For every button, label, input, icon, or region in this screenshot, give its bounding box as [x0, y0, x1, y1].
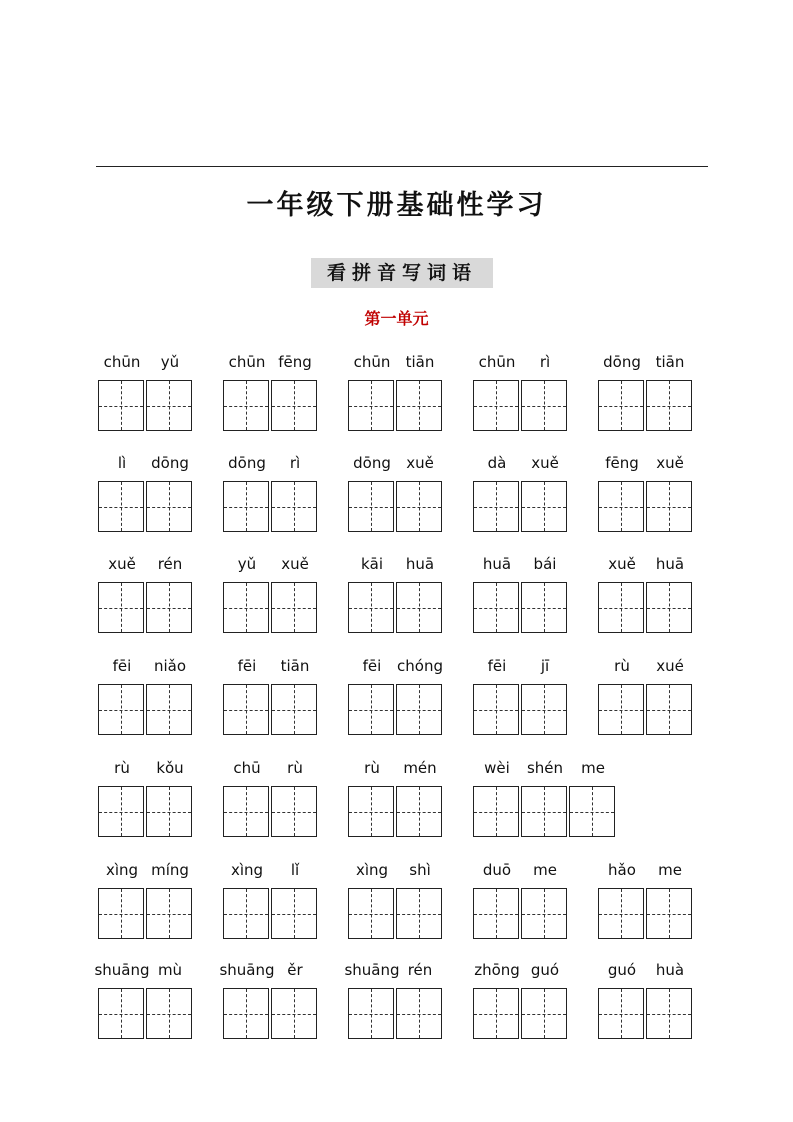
writing-grid [598, 988, 694, 1039]
pinyin-syllable: shén [526, 759, 564, 777]
pinyin-syllable: huà [655, 961, 685, 979]
tianzige-writing-box[interactable] [521, 380, 567, 431]
pinyin-syllable: shuāng [219, 961, 275, 979]
vertical-guide-line [169, 989, 170, 1038]
writing-grid [98, 380, 194, 431]
vertical-guide-line [621, 889, 622, 938]
tianzige-writing-box[interactable] [271, 888, 317, 939]
pinyin-syllable: xuě [531, 454, 559, 472]
tianzige-writing-box[interactable] [646, 988, 692, 1039]
vertical-guide-line [121, 889, 122, 938]
pinyin-syllable: bái [533, 555, 557, 573]
tianzige-writing-box[interactable] [348, 582, 394, 633]
tianzige-writing-box[interactable] [646, 684, 692, 735]
pinyin-syllable: zhōng [474, 961, 520, 979]
pinyin-syllable: niǎo [153, 657, 187, 675]
vertical-guide-line [544, 787, 545, 836]
tianzige-writing-box[interactable] [223, 888, 269, 939]
tianzige-writing-box[interactable] [348, 481, 394, 532]
tianzige-writing-box[interactable] [146, 888, 192, 939]
vertical-guide-line [371, 787, 372, 836]
pinyin-row [598, 655, 694, 677]
pinyin-syllable: dōng [151, 454, 189, 472]
vertical-guide-line [294, 889, 295, 938]
vertical-guide-line [419, 685, 420, 734]
vertical-guide-line [371, 989, 372, 1038]
writing-grid [473, 481, 569, 532]
pinyin-syllable: xìng [355, 861, 389, 879]
tianzige-writing-box[interactable] [98, 888, 144, 939]
writing-grid [598, 888, 694, 939]
pinyin-syllable: rén [407, 961, 433, 979]
tianzige-writing-box[interactable] [521, 888, 567, 939]
tianzige-writing-box[interactable] [646, 481, 692, 532]
writing-grid [348, 380, 444, 431]
vertical-guide-line [246, 787, 247, 836]
vertical-guide-line [419, 381, 420, 430]
vertical-guide-line [496, 889, 497, 938]
pinyin-row [219, 959, 319, 981]
writing-grid [473, 582, 569, 633]
pinyin-syllable: shì [409, 861, 431, 879]
pinyin-syllable: rén [157, 555, 183, 573]
pinyin-syllable: ěr [287, 961, 303, 979]
tianzige-writing-box[interactable] [521, 988, 567, 1039]
vertical-guide-line [169, 381, 170, 430]
pinyin-row [598, 553, 694, 575]
pinyin-syllable: me [658, 861, 682, 879]
writing-grid [98, 684, 194, 735]
tianzige-writing-box[interactable] [271, 380, 317, 431]
tianzige-writing-box[interactable] [348, 786, 394, 837]
writing-grid [473, 786, 617, 837]
writing-grid [223, 481, 319, 532]
writing-grid [223, 582, 319, 633]
tianzige-writing-box[interactable] [646, 380, 692, 431]
tianzige-writing-box[interactable] [146, 684, 192, 735]
tianzige-writing-box[interactable] [146, 380, 192, 431]
vertical-guide-line [669, 685, 670, 734]
tianzige-writing-box[interactable] [98, 988, 144, 1039]
writing-grid [348, 481, 444, 532]
writing-grid [98, 888, 194, 939]
pinyin-row [94, 959, 194, 981]
pinyin-syllable: huā [482, 555, 512, 573]
vertical-guide-line [621, 482, 622, 531]
tianzige-writing-box[interactable] [473, 684, 519, 735]
writing-grid [98, 786, 194, 837]
vertical-guide-line [544, 381, 545, 430]
pinyin-syllable: chū [233, 759, 261, 777]
pinyin-syllable: me [581, 759, 605, 777]
pinyin-syllable: me [533, 861, 557, 879]
vertical-guide-line [246, 583, 247, 632]
vertical-guide-line [419, 583, 420, 632]
tianzige-writing-box[interactable] [473, 786, 519, 837]
vertical-guide-line [621, 381, 622, 430]
writing-grid [348, 582, 444, 633]
tianzige-writing-box[interactable] [598, 888, 644, 939]
vertical-guide-line [246, 482, 247, 531]
writing-grid [223, 988, 319, 1039]
vertical-guide-line [169, 787, 170, 836]
vertical-guide-line [294, 381, 295, 430]
pinyin-syllable: guó [607, 961, 637, 979]
pinyin-syllable: xìng [105, 861, 139, 879]
pinyin-syllable: huā [655, 555, 685, 573]
pinyin-row [598, 351, 694, 373]
tianzige-writing-box[interactable] [473, 582, 519, 633]
vertical-guide-line [592, 787, 593, 836]
section-heading: 看拼音写词语 [311, 258, 493, 288]
pinyin-row [223, 655, 319, 677]
pinyin-row [348, 452, 444, 474]
tianzige-writing-box[interactable] [271, 481, 317, 532]
vertical-guide-line [669, 583, 670, 632]
pinyin-syllable: tiān [280, 657, 310, 675]
tianzige-writing-box[interactable] [473, 380, 519, 431]
pinyin-row [598, 452, 694, 474]
pinyin-syllable: lǐ [290, 861, 300, 879]
pinyin-row [223, 553, 319, 575]
vertical-guide-line [246, 685, 247, 734]
vertical-guide-line [496, 787, 497, 836]
pinyin-row [98, 452, 194, 474]
tianzige-writing-box[interactable] [646, 888, 692, 939]
pinyin-row [344, 959, 444, 981]
vertical-guide-line [496, 989, 497, 1038]
writing-grid [348, 786, 444, 837]
tianzige-writing-box[interactable] [348, 888, 394, 939]
pinyin-row [473, 351, 569, 373]
pinyin-row [98, 757, 194, 779]
pinyin-syllable: xué [656, 657, 684, 675]
tianzige-writing-box[interactable] [146, 988, 192, 1039]
pinyin-syllable: xìng [230, 861, 264, 879]
tianzige-writing-box[interactable] [146, 481, 192, 532]
tianzige-writing-box[interactable] [396, 380, 442, 431]
pinyin-row [98, 859, 194, 881]
tianzige-writing-box[interactable] [646, 582, 692, 633]
pinyin-syllable: tiān [405, 353, 435, 371]
vertical-guide-line [294, 482, 295, 531]
pinyin-row [348, 655, 444, 677]
vertical-guide-line [294, 787, 295, 836]
tianzige-writing-box[interactable] [348, 988, 394, 1039]
tianzige-writing-box[interactable] [223, 684, 269, 735]
pinyin-row [348, 859, 444, 881]
vertical-guide-line [419, 787, 420, 836]
writing-grid [598, 582, 694, 633]
pinyin-syllable: chóng [397, 657, 443, 675]
vertical-guide-line [419, 482, 420, 531]
pinyin-syllable: dà [487, 454, 507, 472]
writing-grid [473, 988, 569, 1039]
pinyin-syllable: chūn [353, 353, 391, 371]
vertical-guide-line [371, 583, 372, 632]
pinyin-syllable: xuě [281, 555, 309, 573]
tianzige-writing-box[interactable] [569, 786, 615, 837]
vertical-guide-line [169, 583, 170, 632]
pinyin-syllable: kǒu [156, 759, 184, 777]
tianzige-writing-box[interactable] [223, 380, 269, 431]
pinyin-syllable: xuě [406, 454, 434, 472]
tianzige-writing-box[interactable] [396, 888, 442, 939]
tianzige-writing-box[interactable] [223, 481, 269, 532]
vertical-guide-line [496, 685, 497, 734]
pinyin-syllable: chūn [478, 353, 516, 371]
pinyin-syllable: huā [405, 555, 435, 573]
vertical-guide-line [544, 989, 545, 1038]
vertical-guide-line [621, 583, 622, 632]
vertical-guide-line [121, 685, 122, 734]
pinyin-row [473, 859, 569, 881]
pinyin-syllable: fēi [237, 657, 257, 675]
vertical-guide-line [169, 482, 170, 531]
tianzige-writing-box[interactable] [146, 582, 192, 633]
pinyin-syllable: guó [530, 961, 560, 979]
tianzige-writing-box[interactable] [598, 380, 644, 431]
vertical-guide-line [621, 989, 622, 1038]
writing-grid [98, 988, 194, 1039]
pinyin-syllable: fēi [112, 657, 132, 675]
tianzige-writing-box[interactable] [348, 380, 394, 431]
vertical-guide-line [246, 989, 247, 1038]
pinyin-row [223, 452, 319, 474]
tianzige-writing-box[interactable] [521, 684, 567, 735]
writing-grid [223, 888, 319, 939]
pinyin-syllable: rì [539, 353, 551, 371]
pinyin-syllable: mù [157, 961, 183, 979]
pinyin-row [473, 452, 569, 474]
writing-grid [598, 481, 694, 532]
pinyin-syllable: rù [287, 759, 303, 777]
tianzige-writing-box[interactable] [271, 988, 317, 1039]
tianzige-writing-box[interactable] [396, 582, 442, 633]
vertical-guide-line [544, 482, 545, 531]
pinyin-row [473, 959, 569, 981]
vertical-guide-line [496, 482, 497, 531]
vertical-guide-line [371, 889, 372, 938]
writing-grid [223, 380, 319, 431]
writing-grid [473, 888, 569, 939]
writing-grid [348, 888, 444, 939]
pinyin-syllable: yǔ [237, 555, 257, 573]
pinyin-syllable: rù [364, 759, 380, 777]
pinyin-syllable: fēng [605, 454, 639, 472]
tianzige-writing-box[interactable] [396, 988, 442, 1039]
tianzige-writing-box[interactable] [271, 582, 317, 633]
vertical-guide-line [669, 989, 670, 1038]
vertical-guide-line [544, 685, 545, 734]
pinyin-syllable: xuě [608, 555, 636, 573]
pinyin-syllable: kāi [360, 555, 384, 573]
tianzige-writing-box[interactable] [146, 786, 192, 837]
tianzige-writing-box[interactable] [271, 786, 317, 837]
pinyin-row [98, 553, 194, 575]
pinyin-row [98, 351, 194, 373]
pinyin-row [348, 351, 444, 373]
vertical-guide-line [121, 583, 122, 632]
pinyin-row [473, 757, 617, 779]
vertical-guide-line [121, 989, 122, 1038]
vertical-guide-line [371, 482, 372, 531]
writing-grid [98, 582, 194, 633]
tianzige-writing-box[interactable] [223, 582, 269, 633]
tianzige-writing-box[interactable] [396, 481, 442, 532]
pinyin-syllable: míng [151, 861, 189, 879]
vertical-guide-line [169, 685, 170, 734]
pinyin-syllable: dōng [603, 353, 641, 371]
vertical-guide-line [544, 583, 545, 632]
pinyin-row [223, 757, 319, 779]
pinyin-row [598, 959, 694, 981]
pinyin-syllable: xuě [108, 555, 136, 573]
tianzige-writing-box[interactable] [396, 684, 442, 735]
vertical-guide-line [169, 889, 170, 938]
pinyin-syllable: fēi [487, 657, 507, 675]
vertical-guide-line [371, 381, 372, 430]
vertical-guide-line [669, 889, 670, 938]
pinyin-syllable: yǔ [160, 353, 180, 371]
tianzige-writing-box[interactable] [598, 582, 644, 633]
vertical-guide-line [669, 482, 670, 531]
writing-grid [348, 988, 444, 1039]
writing-grid [223, 684, 319, 735]
vertical-guide-line [121, 787, 122, 836]
tianzige-writing-box[interactable] [98, 582, 144, 633]
vertical-guide-line [371, 685, 372, 734]
vertical-guide-line [621, 685, 622, 734]
vertical-guide-line [496, 583, 497, 632]
pinyin-syllable: dōng [228, 454, 266, 472]
pinyin-syllable: jī [540, 657, 550, 675]
pinyin-syllable: shuāng [344, 961, 400, 979]
tianzige-writing-box[interactable] [521, 582, 567, 633]
vertical-guide-line [246, 381, 247, 430]
tianzige-writing-box[interactable] [271, 684, 317, 735]
pinyin-syllable: shuāng [94, 961, 150, 979]
pinyin-syllable: rì [289, 454, 301, 472]
unit-heading: 第一单元 [364, 309, 429, 328]
pinyin-syllable: dōng [353, 454, 391, 472]
tianzige-writing-box[interactable] [98, 684, 144, 735]
pinyin-row [223, 351, 319, 373]
pinyin-syllable: rù [614, 657, 630, 675]
pinyin-syllable: wèi [484, 759, 510, 777]
vertical-guide-line [246, 889, 247, 938]
tianzige-writing-box[interactable] [223, 988, 269, 1039]
tianzige-writing-box[interactable] [598, 684, 644, 735]
vertical-guide-line [121, 482, 122, 531]
vertical-guide-line [496, 381, 497, 430]
writing-grid [473, 380, 569, 431]
pinyin-syllable: mén [403, 759, 437, 777]
pinyin-syllable: lì [117, 454, 127, 472]
pinyin-row [348, 553, 444, 575]
writing-grid [598, 380, 694, 431]
pinyin-syllable: fēi [362, 657, 382, 675]
tianzige-writing-box[interactable] [473, 481, 519, 532]
pinyin-syllable: duō [482, 861, 512, 879]
pinyin-syllable: chūn [228, 353, 266, 371]
tianzige-writing-box[interactable] [223, 786, 269, 837]
vertical-guide-line [294, 685, 295, 734]
pinyin-row [473, 553, 569, 575]
writing-grid [473, 684, 569, 735]
pinyin-row [223, 859, 319, 881]
pinyin-row [98, 655, 194, 677]
pinyin-syllable: rù [114, 759, 130, 777]
tianzige-writing-box[interactable] [598, 988, 644, 1039]
tianzige-writing-box[interactable] [98, 786, 144, 837]
vertical-guide-line [121, 381, 122, 430]
tianzige-writing-box[interactable] [521, 786, 567, 837]
tianzige-writing-box[interactable] [348, 684, 394, 735]
tianzige-writing-box[interactable] [98, 380, 144, 431]
tianzige-writing-box[interactable] [396, 786, 442, 837]
pinyin-syllable: chūn [103, 353, 141, 371]
header-rule [96, 166, 708, 167]
pinyin-syllable: fēng [278, 353, 312, 371]
pinyin-row [348, 757, 444, 779]
tianzige-writing-box[interactable] [473, 888, 519, 939]
writing-grid [223, 786, 319, 837]
vertical-guide-line [294, 989, 295, 1038]
vertical-guide-line [544, 889, 545, 938]
document-title: 一年级下册基础性学习 [246, 190, 547, 221]
tianzige-writing-box[interactable] [598, 481, 644, 532]
pinyin-syllable: hǎo [608, 861, 636, 879]
vertical-guide-line [294, 583, 295, 632]
tianzige-writing-box[interactable] [473, 988, 519, 1039]
vertical-guide-line [419, 989, 420, 1038]
pinyin-row [473, 655, 569, 677]
vertical-guide-line [419, 889, 420, 938]
writing-grid [348, 684, 444, 735]
writing-grid [98, 481, 194, 532]
vertical-guide-line [669, 381, 670, 430]
writing-grid [598, 684, 694, 735]
pinyin-syllable: xuě [656, 454, 684, 472]
pinyin-row [598, 859, 694, 881]
tianzige-writing-box[interactable] [98, 481, 144, 532]
tianzige-writing-box[interactable] [521, 481, 567, 532]
pinyin-syllable: tiān [655, 353, 685, 371]
